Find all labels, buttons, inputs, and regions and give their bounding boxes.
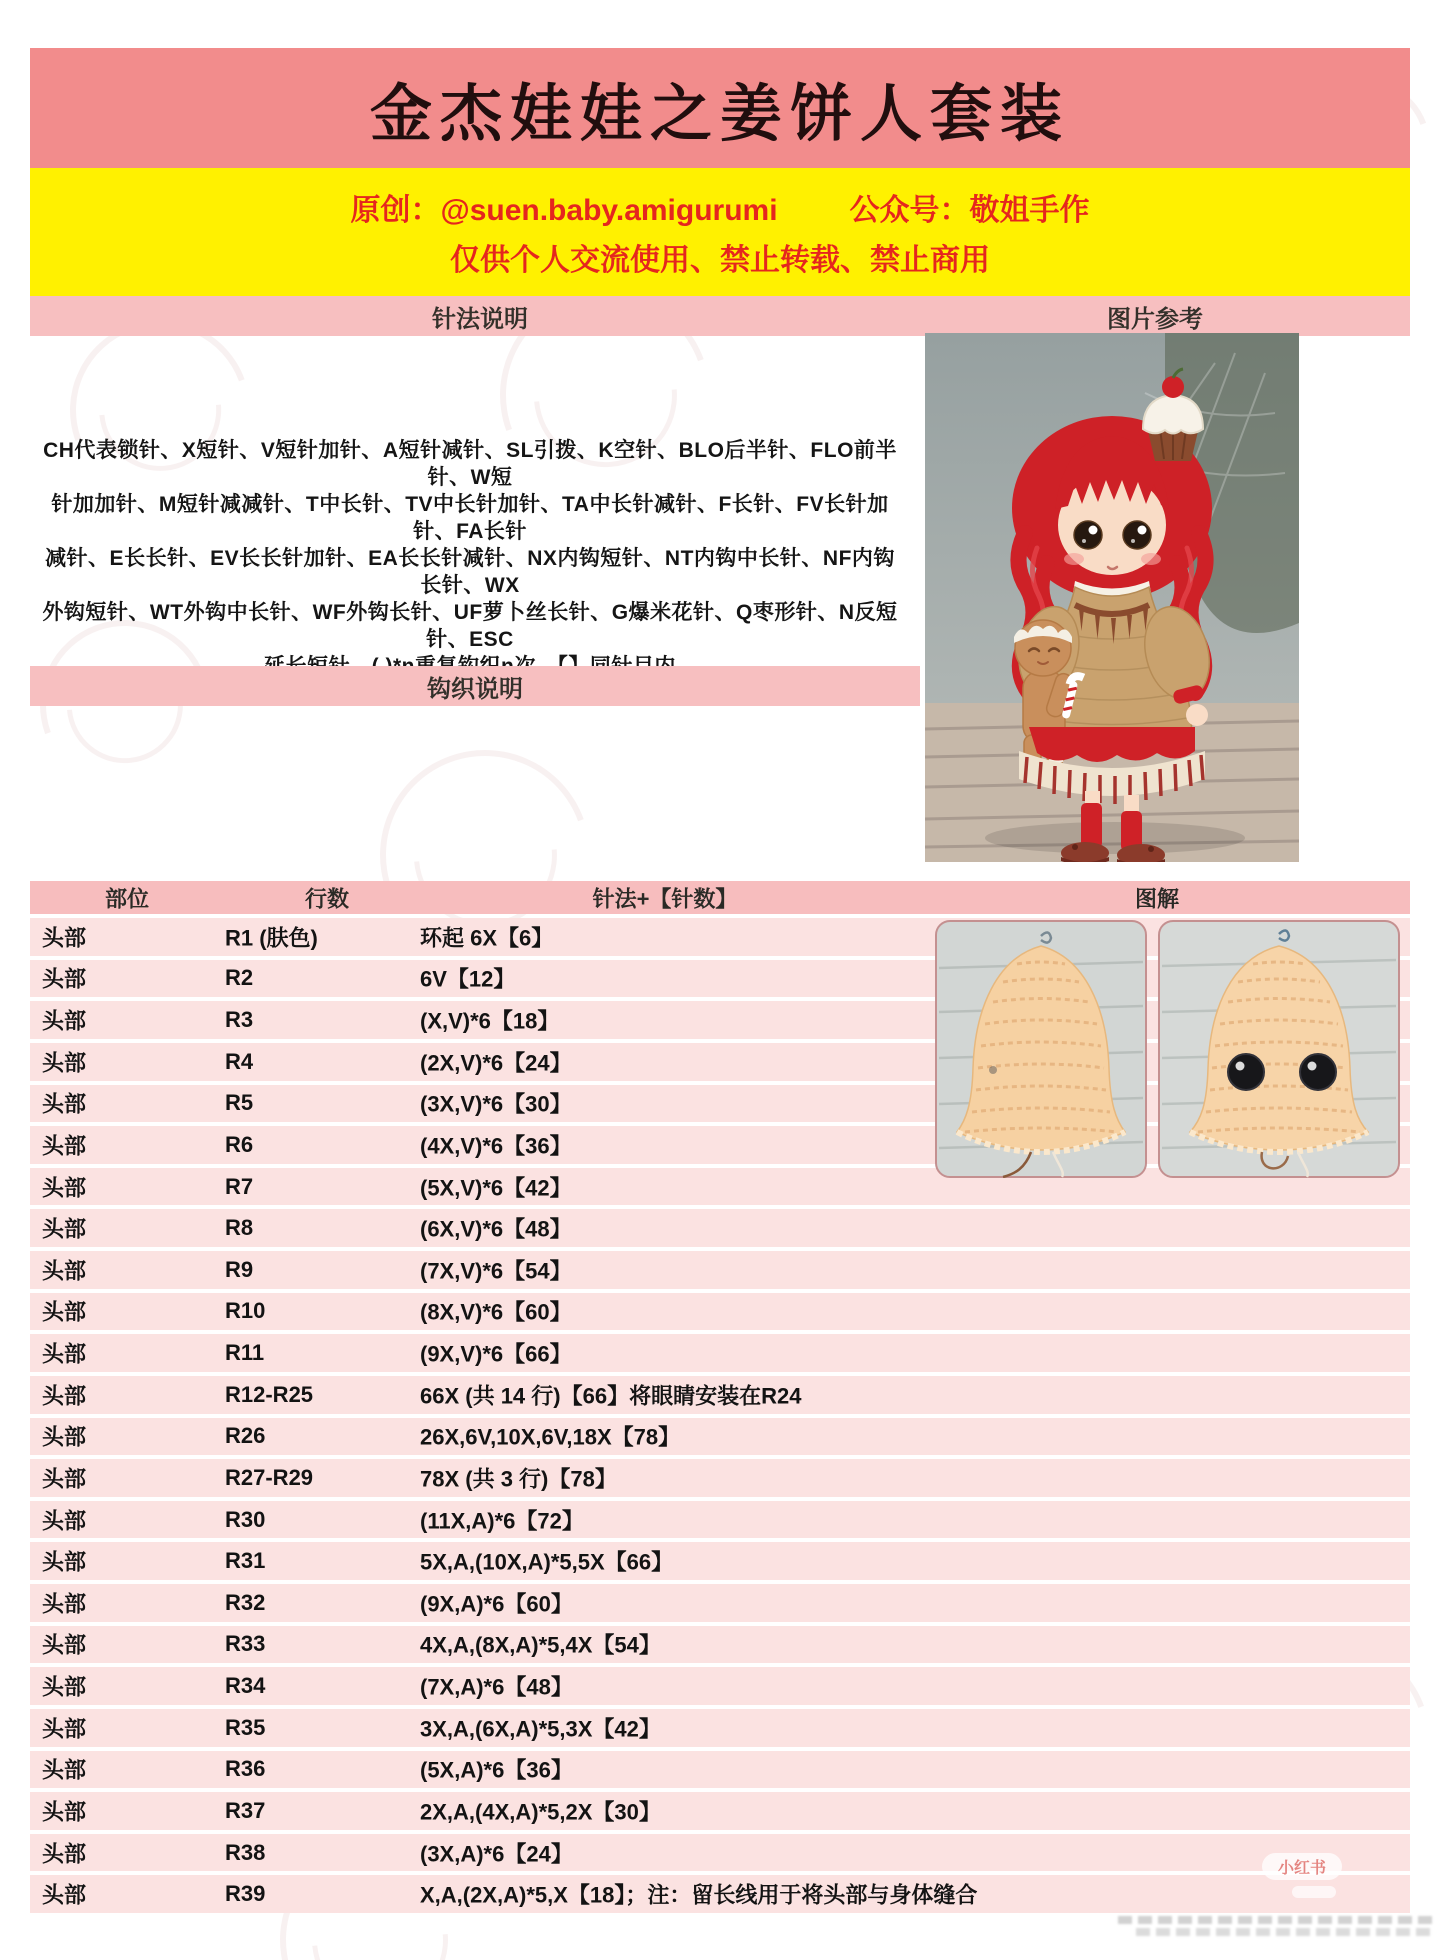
- cell-stitch: (2X,V)*6【24】: [420, 1050, 572, 1076]
- cell-stitch: (4X,V)*6【36】: [420, 1133, 572, 1159]
- cell-part: 头部: [42, 1091, 87, 1117]
- cell-part: 头部: [42, 925, 87, 951]
- cell-rows: R8: [225, 1215, 254, 1241]
- col-header-diagram: 图解: [1134, 886, 1180, 911]
- table-row: [30, 1459, 1410, 1501]
- cell-rows: R2: [225, 965, 254, 991]
- doll-illustration: [925, 333, 1299, 862]
- cell-part: 头部: [42, 1674, 87, 1700]
- table-row: [30, 1209, 1410, 1251]
- cell-part: 头部: [42, 1175, 87, 1201]
- cell-part: 头部: [42, 966, 87, 992]
- cell-stitch: (6X,V)*6【48】: [420, 1216, 572, 1242]
- cell-part: 头部: [42, 1716, 87, 1742]
- stitch-notes-line: CH代表锁针、X短针、V短针加针、A短针减针、SL引拨、K空针、BLO后半针、FLO前半针、W短: [43, 439, 897, 489]
- cell-stitch: 5X,A,(10X,A)*5,5X【66】: [420, 1549, 674, 1575]
- table-row: [30, 1709, 1410, 1751]
- cell-part: 头部: [42, 1549, 87, 1575]
- stitch-header-cell: [30, 296, 930, 336]
- notice-origin: 原创：@suen.baby.amigurumi: [350, 194, 778, 227]
- diagram-photo-head-plain: [935, 920, 1147, 1178]
- cell-rows: R31: [225, 1548, 266, 1574]
- diagram-photos: [935, 920, 1400, 1178]
- cell-rows: R1 (肤色): [225, 925, 318, 951]
- table-row: [30, 1792, 1410, 1834]
- table-row: [30, 1667, 1410, 1709]
- cell-rows: R5: [225, 1090, 254, 1116]
- notice-line2: 仅供个人交流使用、禁止转载、禁止商用: [450, 244, 990, 277]
- cell-stitch: (9X,A)*6【60】: [420, 1591, 573, 1617]
- col-header-part: 部位: [104, 886, 150, 911]
- table-row: [30, 1834, 1410, 1876]
- cell-rows: R6: [225, 1131, 254, 1157]
- cell-rows: R34: [225, 1673, 266, 1699]
- cell-stitch: (7X,A)*6【48】: [420, 1674, 573, 1700]
- cell-part: 头部: [42, 1632, 87, 1658]
- table-row: [30, 1293, 1410, 1335]
- notice-account: 公众号：敬姐手作: [849, 194, 1090, 227]
- cell-stitch: (3X,V)*6【30】: [420, 1091, 572, 1117]
- cell-stitch: (8X,V)*6【60】: [420, 1299, 572, 1325]
- cell-part: 头部: [42, 1841, 87, 1867]
- cell-stitch: 26X,6V,10X,6V,18X【78】: [420, 1424, 681, 1450]
- cell-rows: R10: [225, 1298, 266, 1324]
- table-row: [30, 1542, 1410, 1584]
- cell-rows: R4: [225, 1048, 254, 1074]
- cell-part: 头部: [42, 1383, 87, 1409]
- cell-stitch: 3X,A,(6X,A)*5,3X【42】: [420, 1716, 661, 1742]
- watermark-id-smudge: [1136, 1928, 1436, 1936]
- cell-rows: R39: [225, 1881, 266, 1907]
- table-row: [30, 1501, 1410, 1543]
- table-row: [30, 1626, 1410, 1668]
- photo-header-cell: [930, 296, 1410, 336]
- cell-part: 头部: [42, 1216, 87, 1242]
- cell-part: 头部: [42, 1882, 87, 1908]
- table-row: [30, 1418, 1410, 1460]
- table-row: [30, 1376, 1410, 1418]
- cell-rows: R30: [225, 1506, 266, 1532]
- cell-stitch: (X,V)*6【18】: [420, 1008, 560, 1034]
- stitch-notes: [40, 437, 900, 680]
- table-header: [30, 881, 1410, 914]
- cell-part: 头部: [42, 1799, 87, 1825]
- stitch-notes-line: 外钩短针、WT外钩中长针、WF外钩长针、UF萝卜丝长针、G爆米花针、Q枣形针、N反短针、ESC: [42, 601, 898, 651]
- cell-stitch: 66X (共 14 行)【66】将眼睛安装在R24: [420, 1383, 802, 1409]
- reference-photo: [925, 333, 1299, 862]
- cell-stitch: (7X,V)*6【54】: [420, 1258, 572, 1284]
- section-header-bar: [30, 296, 1410, 336]
- table-row: [30, 1875, 1410, 1913]
- cell-rows: R26: [225, 1423, 266, 1449]
- table-row: [30, 1584, 1410, 1626]
- stitch-notes-line: 针加加针、M短针减减针、T中长针、TV中长针加针、TA中长针减针、F长针、FV长针加针、FA长针: [51, 493, 889, 543]
- cell-rows: R32: [225, 1589, 266, 1615]
- cell-part: 头部: [42, 1466, 87, 1492]
- table-row: [30, 1251, 1410, 1293]
- cell-stitch: X,A,(2X,A)*5,X【18】；注：留长线用于将头部与身体缝合: [420, 1882, 978, 1908]
- stitch-header: 针法说明: [432, 305, 528, 333]
- page-title: 金杰娃娃之姜饼人套装: [369, 80, 1070, 149]
- notice-banner: [30, 168, 1410, 296]
- cell-rows: R38: [225, 1839, 266, 1865]
- cell-rows: R3: [225, 1007, 254, 1033]
- cell-stitch: 2X,A,(4X,A)*5,2X【30】: [420, 1799, 661, 1825]
- cell-stitch: 78X (共 3 行)【78】: [420, 1466, 617, 1492]
- cell-part: 头部: [42, 1299, 87, 1325]
- cell-rows: R11: [225, 1340, 265, 1366]
- crochet-instructions-bar: [30, 666, 920, 706]
- cell-part: 头部: [42, 1424, 87, 1450]
- cell-part: 头部: [42, 1591, 87, 1617]
- crochet-header: 钩织说明: [427, 675, 523, 703]
- col-header-rows: 行数: [304, 886, 350, 911]
- cell-rows: R12-R25: [225, 1381, 314, 1407]
- cell-rows: R33: [225, 1631, 266, 1657]
- table-row: [30, 1334, 1410, 1376]
- cell-part: 头部: [42, 1008, 87, 1034]
- watermark-id-smudge: [1118, 1916, 1436, 1924]
- cell-rows: R9: [225, 1256, 254, 1282]
- cell-rows: R7: [225, 1173, 254, 1199]
- cell-stitch: (5X,V)*6【42】: [420, 1175, 572, 1201]
- title-bar: [30, 48, 1410, 168]
- cell-stitch: (9X,V)*6【66】: [420, 1341, 572, 1367]
- photo-reference-header: 图片参考: [1107, 305, 1203, 333]
- cell-rows: R36: [225, 1756, 266, 1782]
- cell-part: 头部: [42, 1757, 87, 1783]
- col-header-stitch: 针法+【针数】: [592, 886, 738, 911]
- cell-rows: R35: [225, 1714, 266, 1740]
- cell-part: 头部: [42, 1508, 87, 1534]
- cell-stitch: 4X,A,(8X,A)*5,4X【54】: [420, 1632, 661, 1658]
- cell-stitch: 6V【12】: [420, 966, 516, 992]
- xiaohongshu-badge: 小红书: [1262, 1853, 1342, 1880]
- cell-stitch: (5X,A)*6【36】: [420, 1757, 573, 1783]
- cell-stitch: 环起 6X【6】: [420, 925, 554, 951]
- stitch-notes-line: 减针、E长长针、EV长长针加针、EA长长针减针、NX内钩短针、NT内钩中长针、NF内钩长针、WX: [45, 547, 895, 597]
- watermark-blob: [1292, 1886, 1336, 1898]
- cell-part: 头部: [42, 1050, 87, 1076]
- cell-part: 头部: [42, 1133, 87, 1159]
- cell-part: 头部: [42, 1341, 87, 1367]
- cell-stitch: (3X,A)*6【24】: [420, 1841, 573, 1867]
- cell-rows: R27-R29: [225, 1464, 314, 1490]
- table-row: [30, 1751, 1410, 1793]
- notice-line1: [350, 185, 1089, 229]
- cell-rows: R37: [225, 1797, 266, 1823]
- diagram-photo-head-eyes: [1158, 920, 1400, 1178]
- cell-stitch: (11X,A)*6【72】: [420, 1508, 584, 1534]
- cell-part: 头部: [42, 1258, 87, 1284]
